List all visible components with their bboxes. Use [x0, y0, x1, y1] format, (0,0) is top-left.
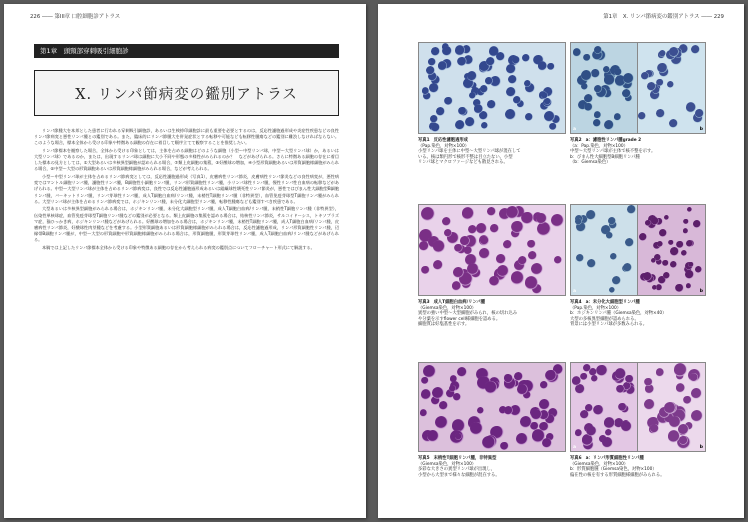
- cell-shape: [621, 421, 632, 432]
- cell-shape: [420, 409, 428, 417]
- cell-shape: [606, 232, 612, 238]
- cell-shape: [436, 107, 445, 116]
- cell-shape: [431, 47, 440, 56]
- cell-shape: [602, 437, 613, 448]
- panel-label-a: a: [573, 445, 577, 450]
- cell-shape: [453, 393, 462, 402]
- cell-shape: [504, 406, 513, 415]
- caption-line: 異型の強い中型～大型細胞がみられ，核の切れ込み: [418, 311, 518, 317]
- cell-shape: [452, 281, 461, 290]
- cell-shape: [650, 424, 659, 433]
- caption-line: （Pap.染色，対物×100）: [418, 143, 470, 149]
- cell-shape: [581, 70, 592, 81]
- caption-line: b：ホジキンリンパ腫（Giemsa染色，対物×40）: [570, 311, 667, 317]
- cell-shape: [439, 401, 448, 410]
- cell-shape: [580, 373, 588, 381]
- cell-shape: [485, 381, 497, 393]
- caption-line: 多彩な大きさの異型リンパ球が出現し，: [418, 467, 496, 473]
- figure-3-number: 写真3: [418, 300, 430, 305]
- caption-line: （a：Pap.染色，対物×100）: [570, 143, 628, 149]
- figure-1-title: 反応性濾胞過形成: [433, 138, 468, 143]
- cell-shape: [504, 374, 513, 383]
- cell-shape: [554, 256, 562, 264]
- caption-line: （Giemsa染色，対物×100）: [570, 461, 629, 467]
- cell-shape: [662, 260, 668, 266]
- cell-shape: [479, 248, 490, 259]
- cell-shape: [693, 220, 701, 228]
- cell-shape: [423, 365, 436, 378]
- cell-shape: [575, 429, 583, 437]
- cell-shape: [444, 97, 453, 106]
- panel-label-a: a: [573, 127, 577, 132]
- chapter-title-box: [34, 70, 339, 116]
- cell-shape: [517, 384, 527, 394]
- cell-shape: [433, 260, 443, 270]
- paragraph: リンパ節腫大を本邦とした患者に行われる穿刺吸引細胞診，あるいは生検捺印細胞診に最も重要を必要とするのは，反応性濾胞過形成や炎症性疾患などの良性リンパ節病変と悪性リンパ腫との鑑別である。また，臨床的にリンパ節腫大を併発症状とする転移や可能なども転移性腫瘍などの鑑別に難渋しなければならない。このような場合，標本全体から受ける印象や特徴ある細胞の存在に着目して順序立てて観察することを推奨したい。: [34, 128, 339, 146]
- cell-shape: [518, 256, 527, 265]
- cell-shape: [542, 438, 553, 449]
- caption-line: 小型から大型まで様々な細胞が混在する。: [418, 472, 500, 478]
- cell-shape: [576, 254, 584, 262]
- cell-shape: [627, 205, 636, 214]
- caption-line: b：形質細胞腫（Giemsa染色，対物×100）: [570, 467, 657, 473]
- cell-shape: [623, 263, 632, 272]
- figure-4-number: 写真4: [570, 300, 582, 305]
- cell-shape: [625, 238, 634, 247]
- cell-shape: [480, 85, 488, 93]
- cell-shape: [503, 240, 513, 250]
- cell-shape: [645, 220, 650, 225]
- cell-shape: [462, 207, 474, 219]
- cell-shape: [421, 266, 430, 275]
- cell-shape: [580, 410, 589, 419]
- cell-shape: [669, 47, 678, 56]
- figure-6: [570, 362, 706, 502]
- figure-3: [418, 204, 566, 344]
- cell-shape: [644, 378, 652, 386]
- micrograph-5: [418, 362, 566, 452]
- cell-shape: [477, 407, 484, 414]
- figure-5-caption: [418, 456, 566, 478]
- figure-4-title: a：未分化大細胞型リンパ腫: [585, 300, 640, 305]
- cell-shape: [656, 79, 663, 86]
- cell-shape: [438, 61, 448, 71]
- cell-shape: [500, 442, 509, 451]
- caption-line: b：びまん性大細胞型B細胞リンパ腫: [570, 154, 640, 160]
- cell-shape: [458, 107, 467, 116]
- cell-shape: [582, 434, 594, 446]
- cell-shape: [670, 247, 679, 256]
- cell-shape: [549, 123, 556, 130]
- cell-shape: [538, 61, 548, 71]
- cell-shape: [612, 276, 621, 285]
- figure-3-caption: [418, 300, 566, 328]
- cell-shape: [643, 272, 652, 281]
- body-text: [34, 128, 339, 512]
- micrograph-1: [418, 42, 566, 134]
- cell-shape: [485, 77, 492, 84]
- cell-shape: [487, 100, 496, 109]
- cell-shape: [487, 207, 496, 216]
- cell-shape: [537, 222, 551, 236]
- cell-shape: [511, 271, 524, 284]
- cell-shape: [469, 92, 476, 99]
- cell-shape: [610, 253, 617, 260]
- cell-shape: [688, 262, 694, 268]
- caption-line: （Giemsa染色，対物×100）: [418, 461, 477, 467]
- cell-shape: [614, 113, 622, 121]
- cell-shape: [586, 210, 596, 220]
- micrograph-3: [418, 204, 566, 296]
- cell-shape: [615, 368, 627, 380]
- caption-line: 背景には小型リンパ球が多数みられる。: [570, 322, 648, 328]
- cell-shape: [691, 45, 700, 54]
- cell-shape: [604, 74, 616, 86]
- cell-shape: [528, 251, 537, 260]
- cell-shape: [470, 422, 483, 435]
- caption-line: （Pap.染色，対物×100）: [570, 305, 622, 311]
- cell-shape: [457, 367, 467, 377]
- cell-shape: [512, 56, 520, 64]
- cell-shape: [575, 384, 585, 394]
- cell-shape: [604, 120, 615, 131]
- cell-shape: [593, 119, 601, 127]
- cell-shape: [539, 399, 550, 410]
- cell-shape: [506, 206, 519, 219]
- cell-shape: [674, 363, 688, 377]
- panel-label-b: b: [699, 445, 703, 450]
- figure-1: [418, 42, 566, 174]
- cell-shape: [429, 83, 439, 93]
- caption-line: いる。核は類円形で核形不整は目立たない。小型: [418, 154, 513, 160]
- caption-line: 小型リンパ球を主体に中型～大型リンパ球が混在して: [418, 149, 521, 155]
- paragraph: 本稿では上記したリンパ節標本全体から受ける印象や特徴ある細胞の存在から考えられる病変の鑑別点についてフローチャート形式にて解説する。: [42, 244, 315, 250]
- cell-shape: [457, 57, 467, 67]
- cell-shape: [455, 120, 465, 130]
- cell-shape: [486, 57, 495, 66]
- cell-shape: [683, 228, 688, 233]
- cell-shape: [594, 46, 602, 54]
- cell-shape: [584, 103, 593, 112]
- figure-2-number: 写真2: [570, 138, 582, 143]
- cell-shape: [476, 223, 487, 234]
- cell-shape: [522, 54, 530, 62]
- micrograph-2a: [570, 42, 638, 134]
- cell-shape: [467, 263, 479, 275]
- right-page: [378, 4, 744, 518]
- chapter-label-bar: 第1章 頭頸部穿刺吸引細胞診: [34, 44, 339, 58]
- cell-shape: [514, 372, 523, 381]
- micrograph-6a: [570, 362, 638, 452]
- figure-3-title: 成人T細胞白血病/リンパ腫: [433, 300, 486, 305]
- cell-shape: [431, 123, 440, 132]
- cell-shape: [603, 66, 610, 73]
- cell-shape: [525, 276, 539, 290]
- caption-line: 細胞質は好塩基性を示す。: [418, 322, 470, 328]
- cell-shape: [545, 370, 557, 382]
- left-page: [4, 4, 366, 518]
- micrograph-4b: [638, 204, 706, 296]
- figure-1-caption: [418, 138, 566, 166]
- cell-shape: [497, 265, 510, 278]
- caption-line: や分葉を示すflower cell様細胞を認める。: [418, 316, 501, 322]
- cell-shape: [508, 75, 517, 84]
- cell-shape: [638, 112, 646, 120]
- cell-shape: [657, 63, 668, 74]
- right-running-head: 第1章 X. リンパ節病変の鑑別アトラス ―― 229: [603, 14, 724, 20]
- cell-shape: [430, 115, 438, 123]
- cell-shape: [609, 287, 615, 293]
- cell-shape: [651, 258, 656, 263]
- cell-shape: [480, 236, 489, 245]
- caption-line: リンパ球とマクロファージなども散見される。: [418, 160, 508, 166]
- panel-label-b: b: [699, 289, 703, 294]
- cell-shape: [482, 436, 496, 450]
- figure-6-number: 写真6: [570, 456, 582, 461]
- cell-shape: [584, 94, 593, 103]
- cell-shape: [668, 240, 674, 246]
- cell-shape: [594, 111, 602, 119]
- cell-shape: [683, 396, 691, 404]
- figure-6-caption: [570, 456, 706, 478]
- cell-shape: [608, 217, 616, 225]
- cell-shape: [506, 64, 516, 74]
- cell-shape: [591, 69, 599, 77]
- caption-line: 中型～大型リンパ球が主体で核不整を示す。: [570, 149, 656, 155]
- caption-line: 偏在性の核を有する形質細胞様細胞がみられる。: [570, 472, 665, 478]
- caption-line: （b：Giemsa染色）: [570, 160, 611, 166]
- cell-shape: [586, 426, 596, 436]
- cell-shape: [669, 416, 681, 428]
- cell-shape: [591, 375, 598, 382]
- cell-shape: [496, 52, 505, 61]
- cell-shape: [593, 405, 604, 416]
- cell-shape: [686, 240, 693, 247]
- cell-shape: [581, 83, 588, 90]
- paragraph: 小型～中型リンパ球が主体を占めるリンパ節病変としては，反応性濾胞過形成（写真1），皮膚病性リンパ節炎，皮膚病性リンパ節炎などの良性病変が，悪性病変ではマントル細胞リンパ腫，濾胞性リンパ腫，B細胞性小細胞リンパ腫，リンパ形質細胞性リンパ腫，小リンパ球性リンパ腫，慢性リンパ性白血病の転移などがあげられる。中型～大型リンパ球が主体を占めるリンパ節病変は，良性では反応性濾胞過形成あるいは組織球性壊死性リンパ節炎が，悪性ではびまん性大細胞型B細胞リンパ腫，バーキットリンパ腫，リンパ芽球性リンパ腫，成人T細胞白血病/リンパ腫，末梢性T細胞リンパ腫（非特異型），血管免疫芽球型T細胞リンパ腫がみられる。大型リンパ球が主体を占めるリンパ節病変では，ホジキンリンパ腫，未分化大細胞型リンパ腫，転移性腫瘍なども鑑別すべき疾患である。: [34, 174, 339, 204]
- cell-shape: [544, 111, 555, 122]
- cell-shape: [433, 240, 445, 252]
- cell-shape: [657, 241, 662, 246]
- caption-line: 大型の多核異型細胞が認められる。: [570, 316, 639, 322]
- micrograph-4a: [570, 204, 638, 296]
- figure-2-title: a：濾胞性リンパ腫grade 2: [585, 138, 642, 143]
- cell-shape: [449, 385, 456, 392]
- cell-shape: [474, 104, 483, 113]
- cell-shape: [490, 224, 499, 233]
- cell-shape: [656, 368, 665, 377]
- figure-4-caption: [570, 300, 706, 328]
- cell-shape: [605, 429, 612, 436]
- cell-shape: [575, 218, 582, 225]
- cell-shape: [505, 109, 516, 120]
- cell-shape: [604, 417, 615, 428]
- cell-shape: [644, 399, 655, 410]
- cell-shape: [428, 58, 435, 65]
- cell-shape: [540, 381, 548, 389]
- figure-2-caption: [570, 138, 706, 166]
- cell-shape: [547, 63, 554, 70]
- cell-shape: [573, 48, 582, 57]
- cell-shape: [663, 272, 670, 279]
- cell-shape: [453, 267, 464, 278]
- cell-shape: [686, 283, 691, 288]
- cell-shape: [516, 433, 528, 445]
- figure-5: [418, 362, 566, 502]
- cell-shape: [427, 430, 439, 442]
- caption-line: （Giemsa染色，対物×100）: [418, 305, 477, 311]
- cell-shape: [432, 387, 444, 399]
- cell-shape: [442, 46, 452, 56]
- left-running-head: 226 ―― 第III章 口腔細胞診アトラス: [30, 14, 121, 20]
- figure-4: [570, 204, 706, 344]
- cell-shape: [676, 241, 683, 248]
- cell-shape: [691, 388, 702, 399]
- cell-shape: [678, 424, 689, 435]
- figure-6-title: a：リンパ形質細胞性リンパ腫: [585, 456, 644, 461]
- cell-shape: [511, 221, 524, 234]
- cell-shape: [622, 89, 631, 98]
- figure-5-title: 末梢性T細胞リンパ腫，非特異型: [433, 456, 497, 461]
- cell-shape: [664, 215, 669, 220]
- cell-shape: [614, 68, 622, 76]
- cell-shape: [641, 72, 649, 80]
- paragraph: 大型あるいは多核異型細胞がみられる場合は，ホジキンリンパ腫，未分化大細胞型リンパ腫，成人T細胞白血病/リンパ腫，末梢性T細胞リンパ腫（非特異型），伝染性単核球症，血管免疫芽球型T細胞リンパ腫などの鑑別が必要となる。類上皮細胞の集簇を認める場合は，結核性リンパ節炎，サルコイドーシス，トキソプラズマ症，猫ひっかき病，ホジキンリンパ腫などがあげられる。好酸球の増加をみる場合は，ホジキンリンパ腫，末梢性T細胞リンパ腫，成人T細胞白血病/リンパ腫，皮膚病性リンパ節炎，好酸球性肉芽腫などを考慮する。小型形質細胞あるいは形質細胞様細胞がみられる場合は，反応性濾胞過形成，リンパ形質細胞性リンパ腫，辺縁帯B細胞リンパ腫が，中型～大型の形質細胞や形質細胞様細胞がみられる場合は，形質細胞腫，形質芽球性リンパ腫，成人T細胞白血病/リンパ腫などがあげられる。: [34, 206, 339, 243]
- panel-label-b: b: [699, 127, 703, 132]
- cell-shape: [656, 109, 665, 118]
- cell-shape: [465, 117, 475, 127]
- cell-shape: [442, 217, 451, 226]
- cell-shape: [695, 266, 702, 273]
- cell-shape: [572, 376, 581, 385]
- cell-shape: [647, 82, 656, 91]
- cell-shape: [527, 240, 535, 248]
- cell-shape: [596, 365, 608, 377]
- cell-shape: [464, 246, 473, 255]
- cell-shape: [675, 284, 684, 293]
- figure-5-number: 写真5: [418, 456, 430, 461]
- cell-shape: [460, 236, 469, 245]
- cell-shape: [422, 87, 429, 94]
- cell-shape: [683, 219, 688, 224]
- cell-shape: [521, 212, 533, 224]
- micrograph-2b: [638, 42, 706, 134]
- panel-label-a: a: [573, 289, 577, 294]
- figure-1-number: 写真1: [418, 138, 430, 143]
- cell-shape: [551, 214, 564, 227]
- cell-shape: [435, 416, 448, 429]
- cell-shape: [481, 122, 488, 129]
- cell-shape: [421, 207, 435, 221]
- cell-shape: [685, 270, 693, 278]
- paragraph: リンパ節標本を観察した場合，全体から受ける印象としては，主体を占める細胞はどのような細胞（小型～中型リンパ球，中型～大型リンパ球）か，あるいは大型リンパ球）であるのか，または，出現するリンパ球は細胞に大小不同や形態の多様性がみられるのか？ などがあげられる。さらに特徴ある細胞の存在に着目した標本の見方としては，①大型あるいは多核異型細胞が認められる場合，②類上皮細胞の集簇，③好酸球の増加，④小型形質細胞あるいは形質細胞様細胞がみられる場合，⑤中型～大型の形質細胞あるいは形質細胞様細胞がみられる場合，などが考えられる。: [34, 147, 339, 172]
- cell-shape: [467, 71, 477, 81]
- cell-shape: [536, 213, 547, 224]
- micrograph-6b: [638, 362, 706, 452]
- cell-shape: [496, 254, 505, 263]
- cell-shape: [455, 45, 466, 56]
- cell-shape: [669, 119, 678, 128]
- cell-shape: [690, 373, 698, 381]
- cell-shape: [681, 250, 687, 256]
- figure-2: [570, 42, 706, 174]
- cell-shape: [421, 389, 432, 400]
- cell-shape: [687, 207, 692, 212]
- cell-shape: [639, 233, 647, 241]
- cell-shape: [587, 259, 596, 268]
- cell-shape: [426, 66, 435, 75]
- cell-shape: [676, 383, 685, 392]
- cell-shape: [625, 375, 633, 383]
- cell-shape: [525, 113, 533, 121]
- cell-shape: [695, 109, 703, 117]
- cell-shape: [659, 229, 667, 237]
- cell-shape: [667, 81, 674, 88]
- cell-shape: [691, 410, 704, 423]
- cell-shape: [531, 263, 544, 276]
- cell-shape: [583, 54, 590, 61]
- cell-shape: [489, 276, 500, 287]
- chapter-title: X. リンパ節病変の鑑別アトラス: [75, 86, 298, 103]
- cell-shape: [670, 261, 677, 268]
